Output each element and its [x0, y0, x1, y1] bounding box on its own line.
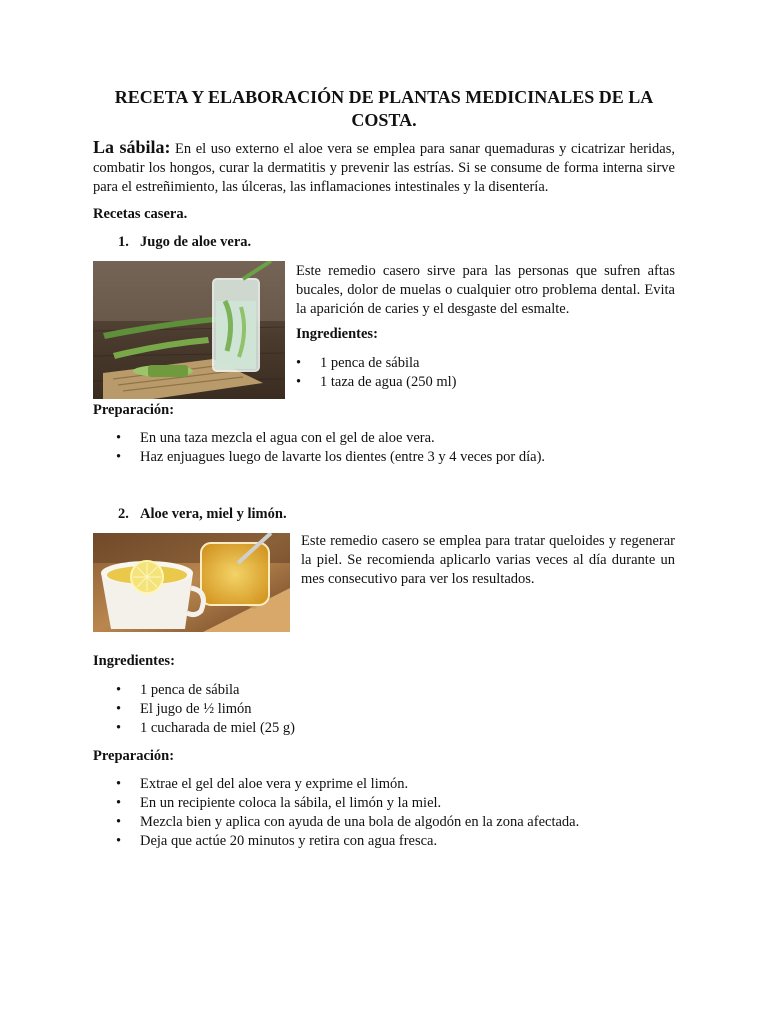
recipe1-ingredients-list	[296, 354, 675, 392]
recipe2-ingredients-label: Ingredientes:	[93, 653, 175, 669]
honey-lemon-tea-photo	[93, 533, 290, 632]
list-item: • Deja que actúe 20 minutos y retira con agua fresca.	[116, 832, 675, 851]
list-item: • 1 cucharada de miel (25 g)	[116, 719, 675, 738]
page-title: RECETA Y ELABORACIÓN DE PLANTAS MEDICINALES DE LA COSTA.	[114, 87, 654, 130]
list-item: • En una taza mezcla el agua con el gel de aloe vera.	[116, 429, 675, 448]
list-item: • En un recipiente coloca la sábila, el limón y la miel.	[116, 794, 675, 813]
intro-paragraph	[93, 138, 675, 197]
list-item: • 1 penca de sábila	[296, 354, 675, 373]
recipe2-preparation-list	[116, 775, 675, 851]
intro-lead: La sábila:	[93, 137, 171, 157]
recipe1-heading	[118, 234, 251, 251]
list-item: • Haz enjuagues luego de lavarte los dientes (entre 3 y 4 veces por día).	[116, 448, 675, 467]
recipe1-title: Jugo de aloe vera.	[140, 234, 252, 250]
recipe1-ingredients-label: Ingredientes:	[296, 326, 378, 342]
recipe1-description: Este remedio casero sirve para las personas que sufren aftas bucales, dolor de muelas o cualquier otro problema dental. Evita la aparición de caries y el desgaste del esmalte.	[296, 263, 675, 317]
list-item: • Mezcla bien y aplica con ayuda de una bola de algodón en la zona afectada.	[116, 813, 675, 832]
recipe2-title: Aloe vera, miel y limón.	[140, 506, 287, 522]
aloe-vera-juice-photo	[93, 261, 285, 399]
recipe2-description: Este remedio casero se emplea para tratar queloides y regenerar la piel. Se recomienda aplicarlo varias veces al día durante un mes consecutivo para ver los resultados.	[301, 533, 675, 587]
intro-text: En el uso externo el aloe vera se emplea para sanar quemaduras y cicatrizar heridas, combatir los hongos, curar la dermatitis y prevenir las estrías. Si se consume de forma interna sirve para el estreñimiento, las úlceras, las inflamaciones intestinales y la disentería.	[93, 141, 675, 195]
recipe1-preparation-list	[116, 429, 675, 467]
list-item: • 1 taza de agua (250 ml)	[296, 373, 675, 392]
list-item: • 1 penca de sábila	[116, 681, 675, 700]
recipe1-number: 1.	[118, 234, 129, 250]
list-item: • Extrae el gel del aloe vera y exprime el limón.	[116, 775, 675, 794]
recipe2-number: 2.	[118, 506, 129, 522]
recipe1-preparation-label: Preparación:	[93, 402, 175, 418]
recipe2-preparation-label: Preparación:	[93, 748, 175, 764]
list-item: • El jugo de ½ limón	[116, 700, 675, 719]
recipe2-ingredients-list	[116, 681, 675, 738]
recipes-heading: Recetas casera.	[93, 206, 188, 222]
recipe2-heading	[118, 506, 287, 523]
